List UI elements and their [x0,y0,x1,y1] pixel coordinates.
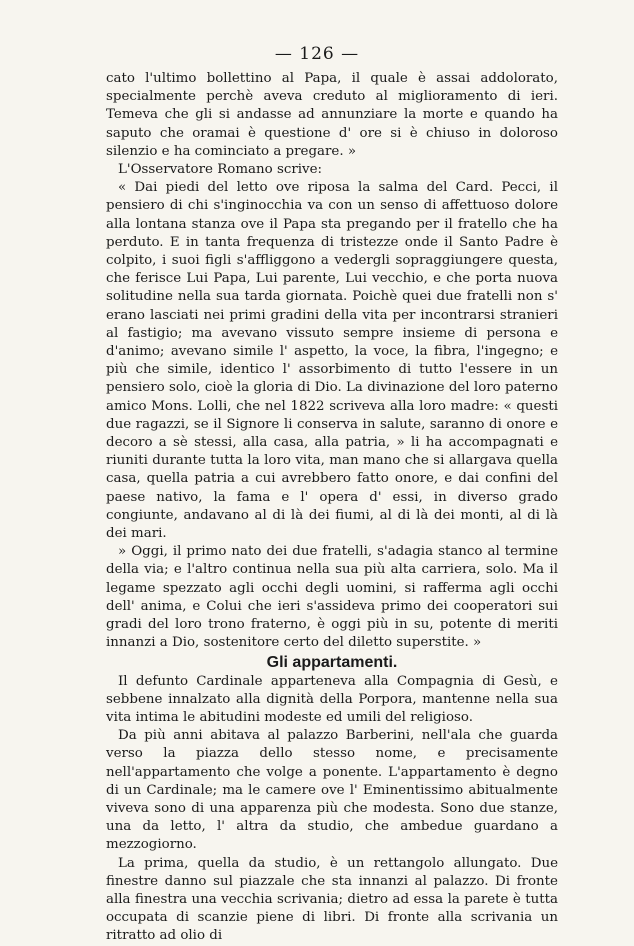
paragraph: cato l'ultimo bollettino al Papa, il quale è assai addolorato, specialmente perchè aveva creduto al miglioramento di ieri. Temeva che gli si andasse ad annunziare la morte e quando ha saputo che oramai è questione d' ore si è chiuso in doloroso silenzio e ha cominciato a pregare. » [106,71,558,159]
body-text [106,70,558,946]
paragraph: « Dai piedi del letto ove riposa la salma del Card. Pecci, il pensiero di chi s'inginocchia va con un senso di affettuoso dolore alla lontana stanza ove il Papa sta pregando per il fratello che ha perduto. E in tanta frequenza di tristezze onde il Santo Padre è colpito, i suoi figli s'affliggono a vedergli sopraggiungere questa, che ferisce Lui Papa, Lui parente, Lui vecchio, e che porta nuova solitudine nella sua tarda giornata. Poichè quei due fratelli non s' erano lasciati nei primi gradini della vita per incontrarsi stranieri al fastigio; ma avevano vissuto sempre insieme di persona e d'animo; avevano simile l' aspetto, la voce, la fibra, l'ingegno; e più che simile, identico l' assorbimento di tutto l'essere in un pensiero solo, cioè la gloria di Dio. La divinazione del loro paterno amico Mons. Lolli, che nel 1822 scriveva alla loro madre: « questi due ragazzi, se il Signore li conserva in salute, saranno di onore e decoro a sè stessi, alla casa, alla patria, » li ha accompagnati e riuniti durante tutta la loro vita, man mano che si allargava quella casa, quella patria a cui avrebbero fatto onore, e dai confini del paese nativo, la fama e l' opera d' essi, in diverso grado congiunte, andavano al di là dei fiumi, al di là dei monti, al di là dei mari. [106,180,558,542]
paragraph: Da più anni abitava al palazzo Barberini, nell'ala che guarda verso la piazza dello stesso nome, e precisamente nell'appartamento che volge a ponente. L'appartamento è degno di un Cardinale; ma le camere ove l' Eminentissimo abitualmente viveva sono di una apparenza più che modesta. Sono due stanze, una da letto, l' altra da studio, che ambedue guardano a mezzogiorno. [106,728,558,853]
section-heading: Gli appartamenti. [266,653,398,671]
page-number: — 126 — [274,44,360,64]
paragraph: L'Osservatore Romano scrive: [118,162,323,178]
paragraph: Il defunto Cardinale apparteneva alla Compagnia di Gesù, e sebbene innalzato alla dignità della Porpora, mantenne nella sua vita intima le abitudini modeste ed umili del religioso. [106,673,558,725]
paragraph: La prima, quella da studio, è un rettangolo allungato. Due finestre danno sul piazzale che sta innanzi al palazzo. Di fronte alla finestra una vecchia scrivania; dietro ad essa la parete è tutta occupata di scanzie piene di libri. Di fronte alla scrivania un ritratto ad olio di [106,855,558,944]
paragraph: » Oggi, il primo nato dei due fratelli, s'adagia stanco al termine della via; e l'altro continua nella sua più alta carriera, solo. Ma il legame spezzato agli occhi degli uomini, si rafferma agli occhi dell' anima, e Colui che ieri s'assideva primo dei cooperatori sui gradi del loro trono fraterno, è oggi più in su, potente di meriti innanzi a Dio, sostenitore certo del diletto superstite. » [106,544,558,651]
